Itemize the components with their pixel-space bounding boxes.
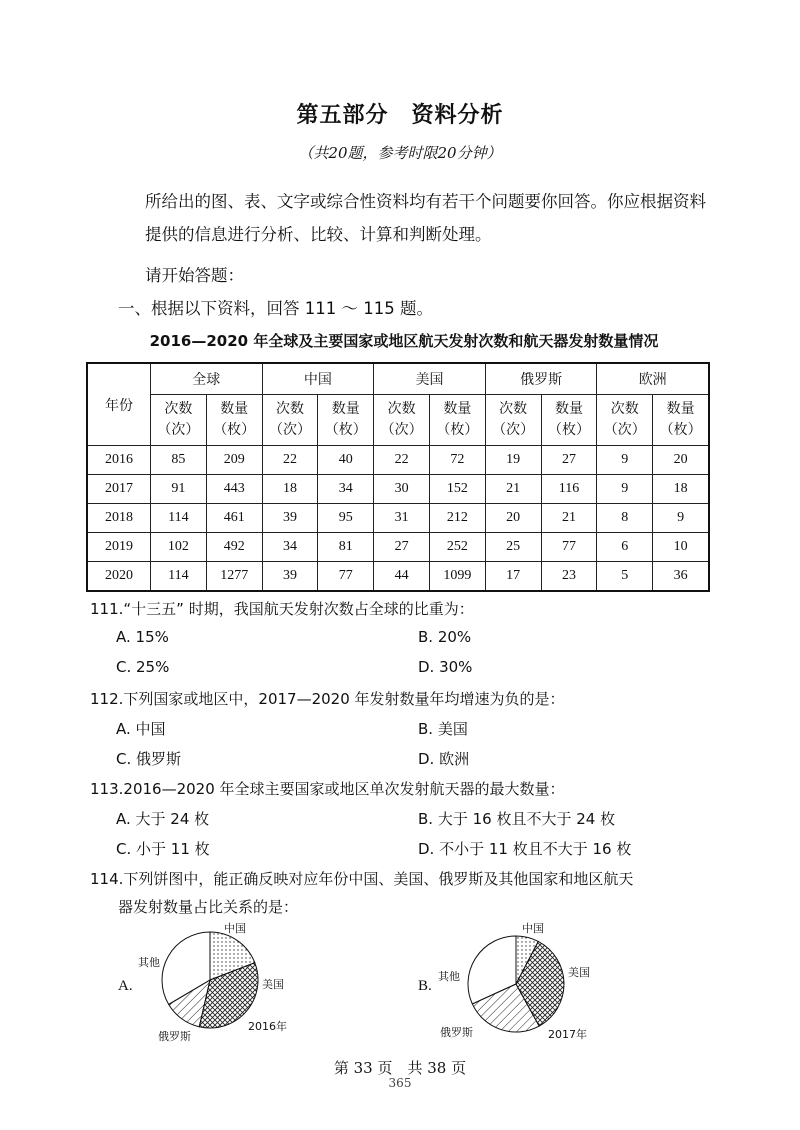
pie-label-usa: 美国: [262, 978, 284, 991]
data-cell: 5: [597, 562, 653, 592]
intro-text: 所给出的图、表、文字或综合性资料均有若干个问题要你回答。你应根据资料提供的信息进行分析、比较、计算和判断处理。: [145, 192, 706, 244]
data-cell: 25: [485, 533, 541, 562]
pie-year: 2017年: [548, 1028, 587, 1041]
data-cell: 95: [318, 504, 374, 533]
data-cell: 81: [318, 533, 374, 562]
count-subheader: 次数（次）: [262, 395, 318, 446]
data-cell: 443: [206, 475, 262, 504]
region-header: 俄罗斯: [485, 363, 597, 395]
pie-label-usa: 美国: [568, 966, 590, 979]
data-cell: 30: [374, 475, 430, 504]
data-cell: 72: [429, 446, 485, 475]
page-footer: 第 33 页 共 38 页: [333, 1059, 467, 1077]
data-cell: 1277: [206, 562, 262, 592]
data-cell: 36: [653, 562, 709, 592]
data-cell: 102: [151, 533, 207, 562]
pie-year: 2016年: [248, 1020, 287, 1033]
option[interactable]: B. 20%: [418, 628, 472, 646]
pie-label-other: 其他: [138, 956, 160, 969]
year-cell: 2020: [87, 562, 151, 592]
data-cell: 77: [318, 562, 374, 592]
data-cell: 212: [429, 504, 485, 533]
data-cell: 44: [374, 562, 430, 592]
sub-header-row: [87, 395, 709, 446]
launch-data-table: [86, 362, 710, 592]
data-cell: 209: [206, 446, 262, 475]
data-cell: 9: [653, 504, 709, 533]
table-title: 2016—2020 年全球及主要国家或地区航天发射次数和航天器发射数量情况: [149, 332, 659, 350]
data-cell: 27: [541, 446, 597, 475]
option[interactable]: B. 美国: [418, 720, 468, 738]
year-cell: 2019: [87, 533, 151, 562]
data-cell: 34: [262, 533, 318, 562]
data-cell: 116: [541, 475, 597, 504]
quantity-subheader: 数量（枚）: [429, 395, 485, 446]
option[interactable]: D. 不小于 11 枚且不大于 16 枚: [418, 840, 632, 858]
count-subheader: 次数（次）: [374, 395, 430, 446]
data-cell: 22: [374, 446, 430, 475]
data-cell: 6: [597, 533, 653, 562]
data-cell: 252: [429, 533, 485, 562]
pie-letter: A.: [118, 978, 133, 994]
table-row: [87, 562, 709, 592]
data-cell: 461: [206, 504, 262, 533]
data-cell: 27: [374, 533, 430, 562]
option[interactable]: C. 小于 11 枚: [116, 840, 210, 858]
question-114: 114.下列饼图中，能正确反映对应年份中国、美国、俄罗斯及其他国家和地区航天: [90, 870, 634, 888]
data-cell: 85: [151, 446, 207, 475]
table-body: [87, 446, 709, 592]
data-cell: 8: [597, 504, 653, 533]
data-cell: 9: [597, 475, 653, 504]
data-cell: 17: [485, 562, 541, 592]
page-number: 365: [388, 1076, 412, 1090]
quantity-subheader: 数量（枚）: [318, 395, 374, 446]
option[interactable]: A. 15%: [116, 628, 169, 646]
region-header: 全球: [151, 363, 263, 395]
count-subheader: 次数（次）: [151, 395, 207, 446]
page-title: 第五部分 资料分析: [296, 103, 504, 128]
option[interactable]: D. 欧洲: [418, 750, 470, 768]
option[interactable]: C. 俄罗斯: [116, 750, 182, 768]
question-114-cont: 器发射数量占比关系的是：: [118, 898, 299, 916]
data-cell: 39: [262, 504, 318, 533]
start-prompt: 请开始答题：: [145, 266, 244, 285]
pie-label-other: 其他: [438, 970, 460, 983]
year-cell: 2017: [87, 475, 151, 504]
year-header: 年份: [87, 363, 151, 446]
region-header: 中国: [262, 363, 374, 395]
table-row: [87, 446, 709, 475]
data-cell: 40: [318, 446, 374, 475]
data-cell: 91: [151, 475, 207, 504]
data-cell: 77: [541, 533, 597, 562]
data-cell: 18: [653, 475, 709, 504]
count-subheader: 次数（次）: [485, 395, 541, 446]
section-heading: 一、根据以下资料，回答 111 ～ 115 题。: [118, 299, 433, 318]
pie-label-china: 中国: [522, 922, 544, 935]
pie-charts: [0, 920, 800, 1055]
data-cell: 10: [653, 533, 709, 562]
data-cell: 114: [151, 562, 207, 592]
page-subtitle: （共20题，参考时限20分钟）: [298, 144, 502, 162]
question-111: 111.“十三五” 时期，我国航天发射次数占全球的比重为：: [90, 600, 474, 618]
data-cell: 20: [653, 446, 709, 475]
data-cell: 114: [151, 504, 207, 533]
region-header: 美国: [374, 363, 486, 395]
pie-label-china: 中国: [224, 922, 246, 935]
data-cell: 20: [485, 504, 541, 533]
data-cell: 152: [429, 475, 485, 504]
data-cell: 18: [262, 475, 318, 504]
intro-paragraph: [112, 185, 722, 251]
pie-letter: B.: [418, 978, 432, 994]
data-cell: 39: [262, 562, 318, 592]
data-cell: 23: [541, 562, 597, 592]
quantity-subheader: 数量（枚）: [206, 395, 262, 446]
year-cell: 2016: [87, 446, 151, 475]
pie-label-russia: 俄罗斯: [158, 1030, 191, 1043]
quantity-subheader: 数量（枚）: [653, 395, 709, 446]
option[interactable]: C. 25%: [116, 658, 170, 676]
data-cell: 34: [318, 475, 374, 504]
table-row: [87, 533, 709, 562]
pie-chart-b[interactable]: [418, 921, 590, 1041]
data-cell: 21: [541, 504, 597, 533]
pie-label-russia: 俄罗斯: [440, 1026, 473, 1039]
question-113: 113.2016—2020 年全球主要国家或地区单次发射航天器的最大数量：: [90, 780, 565, 798]
question-112: 112.下列国家或地区中，2017—2020 年发射数量年均增速为负的是：: [90, 690, 565, 708]
option[interactable]: B. 大于 16 枚且不大于 24 枚: [418, 810, 616, 828]
data-cell: 31: [374, 504, 430, 533]
year-cell: 2018: [87, 504, 151, 533]
data-cell: 492: [206, 533, 262, 562]
data-cell: 9: [597, 446, 653, 475]
quantity-subheader: 数量（枚）: [541, 395, 597, 446]
region-header: 欧洲: [597, 363, 709, 395]
option[interactable]: D. 30%: [418, 658, 473, 676]
option[interactable]: A. 大于 24 枚: [116, 810, 210, 828]
table-row: [87, 504, 709, 533]
data-cell: 22: [262, 446, 318, 475]
data-cell: 19: [485, 446, 541, 475]
data-cell: 1099: [429, 562, 485, 592]
pie-chart-a[interactable]: [118, 921, 287, 1043]
data-cell: 21: [485, 475, 541, 504]
table-row: [87, 475, 709, 504]
count-subheader: 次数（次）: [597, 395, 653, 446]
option[interactable]: A. 中国: [116, 720, 166, 738]
